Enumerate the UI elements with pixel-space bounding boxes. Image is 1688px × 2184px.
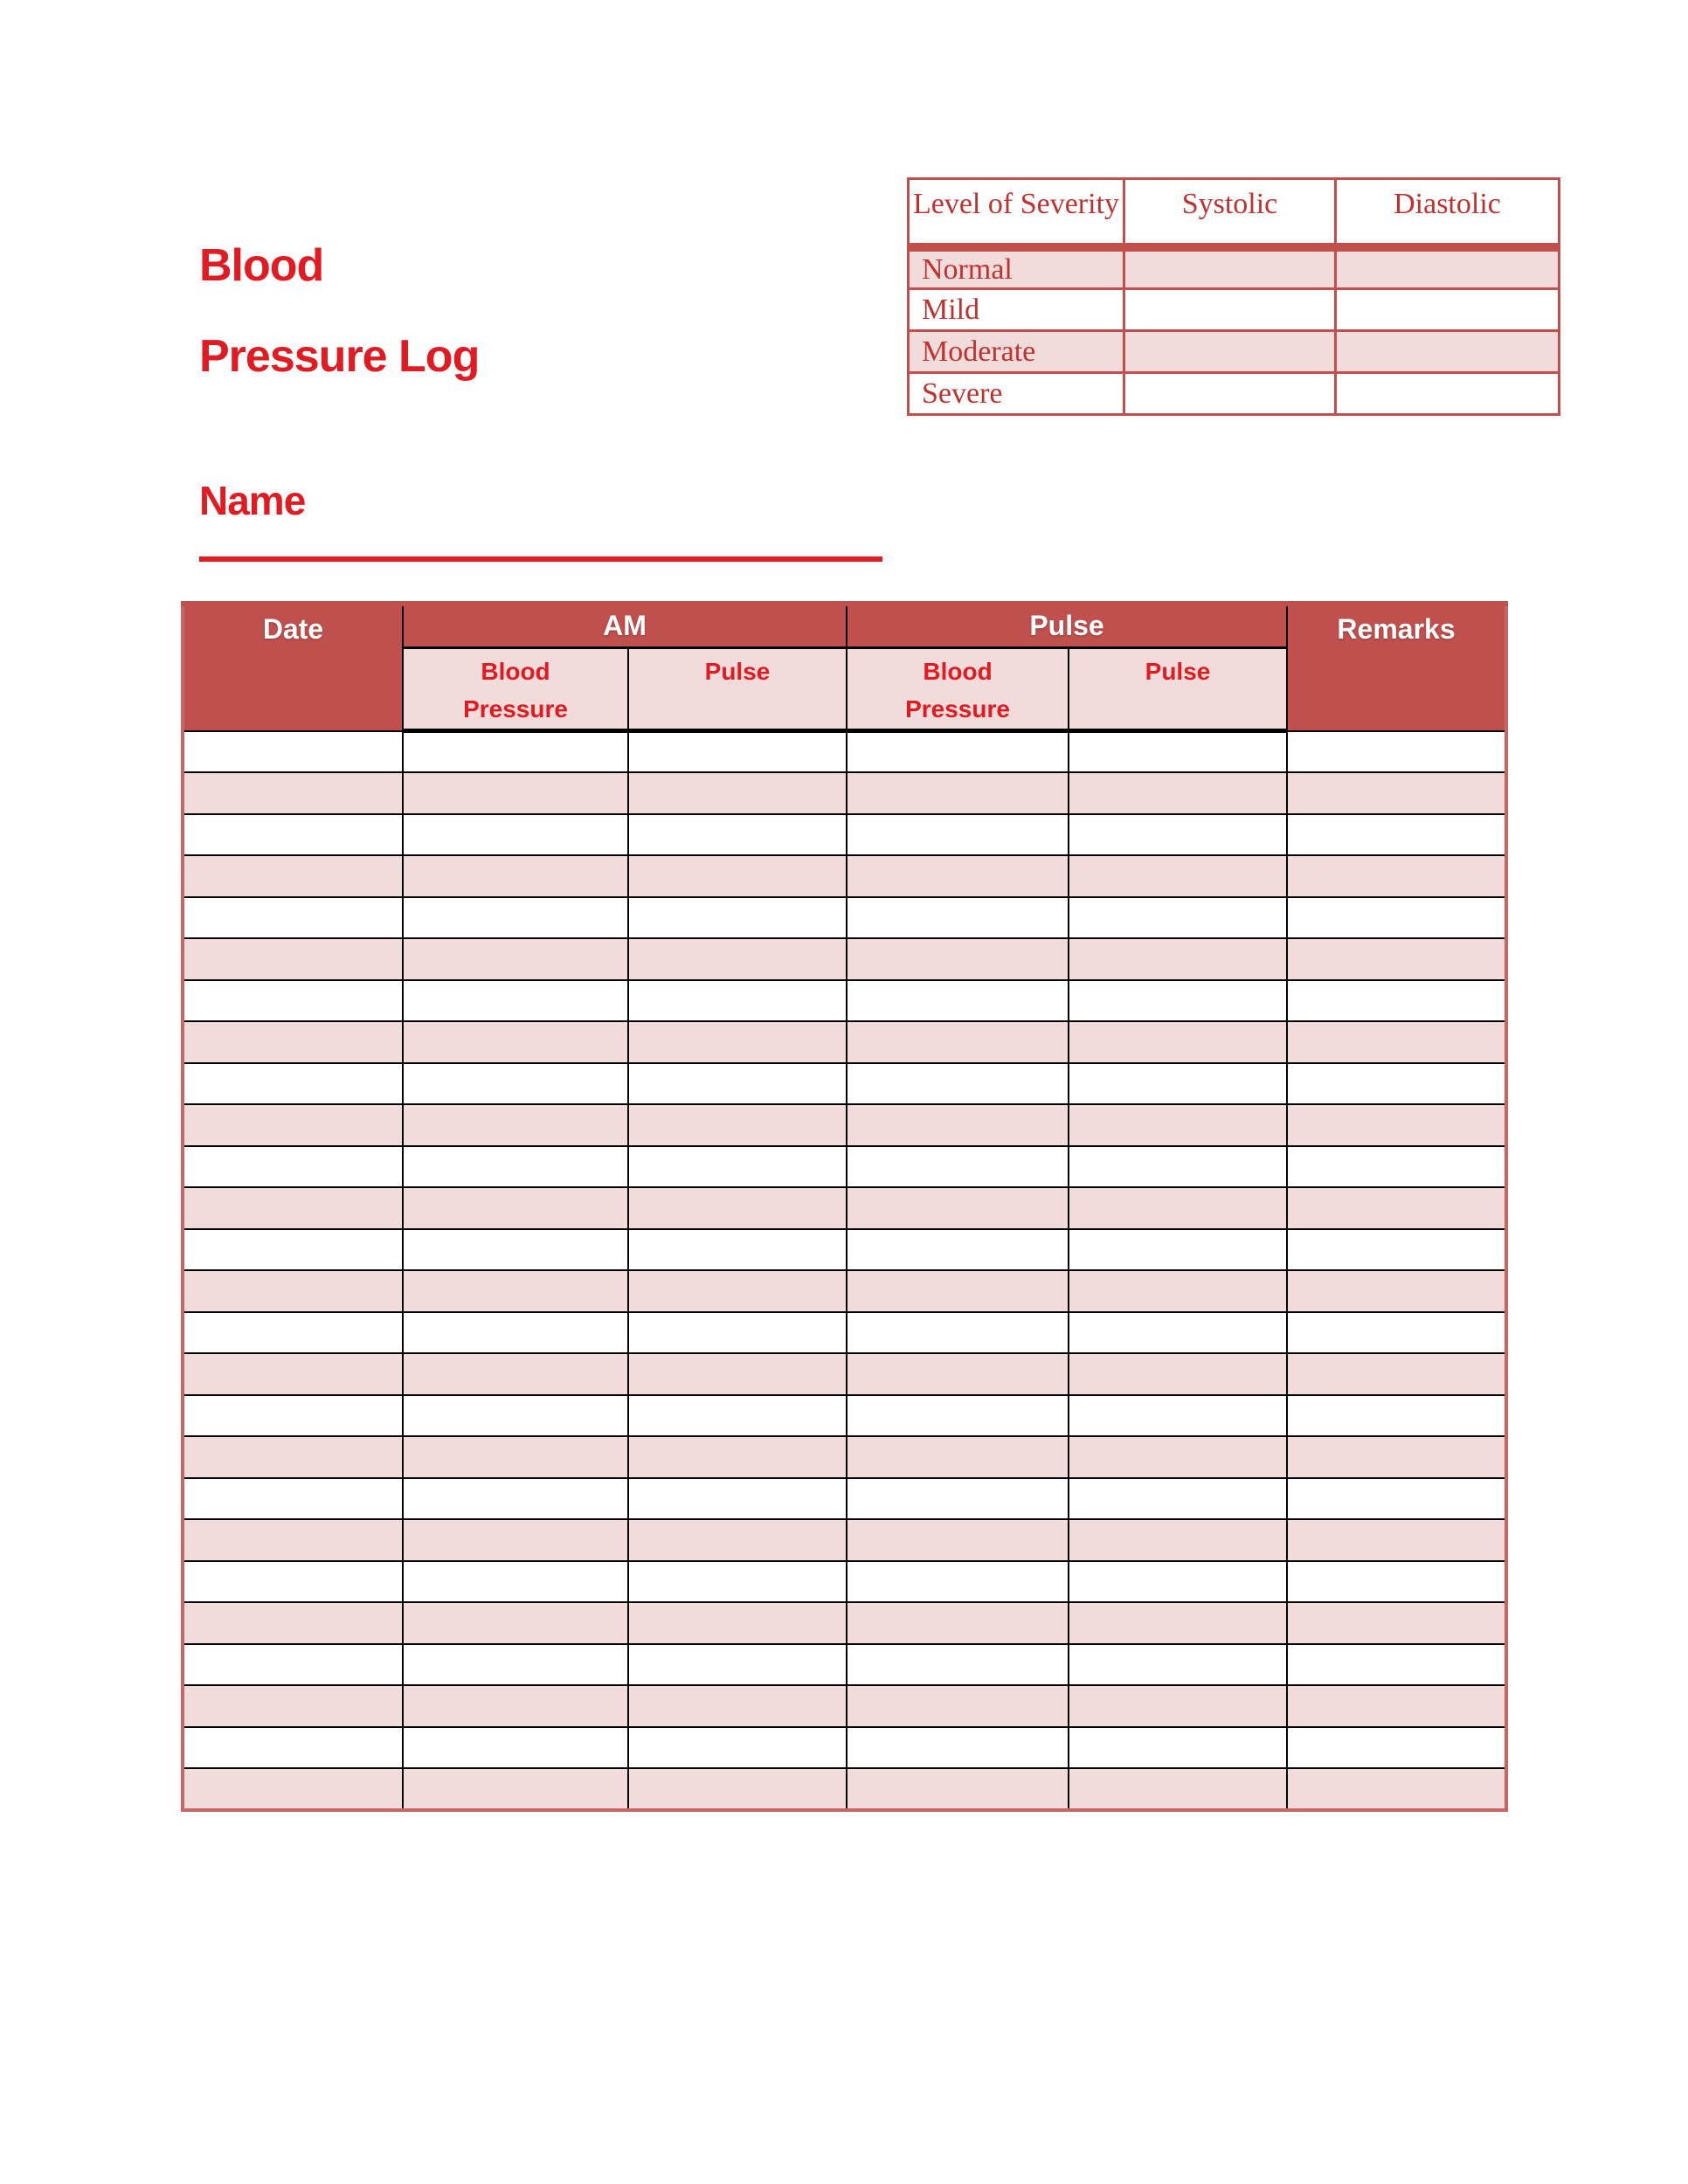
log-entry-cell[interactable] xyxy=(1069,1685,1287,1727)
log-entry-cell[interactable] xyxy=(403,1104,628,1146)
log-entry-cell[interactable] xyxy=(183,1561,403,1603)
bp-log-body xyxy=(183,731,1506,1810)
bp-log-table xyxy=(181,601,1508,1812)
log-entry-cell[interactable] xyxy=(183,1270,403,1312)
log-entry-cell[interactable] xyxy=(628,1436,847,1478)
log-row xyxy=(183,1063,1506,1105)
log-entry-cell[interactable] xyxy=(628,938,847,980)
log-entry-cell[interactable] xyxy=(847,1768,1069,1810)
log-entry-cell[interactable] xyxy=(1287,897,1506,939)
log-entry-cell[interactable] xyxy=(403,1312,628,1354)
log-entry-cell[interactable] xyxy=(183,1727,403,1769)
log-entry-cell[interactable] xyxy=(183,731,403,773)
log-entry-cell[interactable] xyxy=(1069,1561,1287,1603)
severity-mild-systolic-cell[interactable] xyxy=(1124,289,1336,331)
page-title-line2: Pressure Log xyxy=(199,331,480,382)
severity-label-mild: Mild xyxy=(909,289,1124,331)
log-entry-cell[interactable] xyxy=(628,1395,847,1437)
severity-moderate-diastolic-cell[interactable] xyxy=(1336,331,1560,373)
log-entry-cell[interactable] xyxy=(847,1063,1069,1105)
severity-row-severe xyxy=(909,373,1560,415)
log-entry-cell[interactable] xyxy=(403,1021,628,1063)
log-entry-cell[interactable] xyxy=(847,731,1069,773)
log-row xyxy=(183,1146,1506,1188)
log-entry-cell[interactable] xyxy=(1287,1229,1506,1271)
log-entry-cell[interactable] xyxy=(1287,1270,1506,1312)
log-entry-cell[interactable] xyxy=(847,1602,1069,1644)
log-entry-cell[interactable] xyxy=(1069,1146,1287,1188)
log-row xyxy=(183,1478,1506,1520)
log-entry-cell[interactable] xyxy=(847,980,1069,1022)
log-entry-cell[interactable] xyxy=(403,1229,628,1271)
log-row xyxy=(183,1519,1506,1561)
log-entry-cell[interactable] xyxy=(1287,1685,1506,1727)
severity-row-normal xyxy=(909,247,1560,289)
log-row xyxy=(183,1727,1506,1769)
log-group-header-row xyxy=(183,604,1506,647)
severity-severe-systolic-cell[interactable] xyxy=(1124,373,1336,415)
log-entry-cell[interactable] xyxy=(183,772,403,814)
log-entry-cell[interactable] xyxy=(847,1146,1069,1188)
log-entry-cell[interactable] xyxy=(403,1519,628,1561)
log-entry-cell[interactable] xyxy=(1069,897,1287,939)
log-entry-cell[interactable] xyxy=(628,1561,847,1603)
log-entry-cell[interactable] xyxy=(183,1478,403,1520)
log-entry-cell[interactable] xyxy=(1287,1644,1506,1686)
log-row xyxy=(183,855,1506,897)
log-entry-cell[interactable] xyxy=(847,1685,1069,1727)
log-row xyxy=(183,1561,1506,1603)
log-row xyxy=(183,1187,1506,1229)
log-entry-cell[interactable] xyxy=(403,1602,628,1644)
log-entry-cell[interactable] xyxy=(183,1229,403,1271)
log-entry-cell[interactable] xyxy=(847,1436,1069,1478)
log-entry-cell[interactable] xyxy=(847,855,1069,897)
log-entry-cell[interactable] xyxy=(628,1727,847,1769)
log-entry-cell[interactable] xyxy=(1287,855,1506,897)
log-entry-cell[interactable] xyxy=(1287,1312,1506,1354)
severity-label-severe: Severe xyxy=(909,373,1124,415)
log-entry-cell[interactable] xyxy=(403,897,628,939)
log-row xyxy=(183,1353,1506,1395)
log-entry-cell[interactable] xyxy=(1069,1021,1287,1063)
log-entry-cell[interactable] xyxy=(1069,1727,1287,1769)
log-entry-cell[interactable] xyxy=(628,1768,847,1810)
log-entry-cell[interactable] xyxy=(628,1187,847,1229)
severity-header-level: Level of Severity xyxy=(909,179,1124,247)
log-row xyxy=(183,1644,1506,1686)
log-entry-cell[interactable] xyxy=(1069,938,1287,980)
log-entry-cell[interactable] xyxy=(847,897,1069,939)
log-entry-cell[interactable] xyxy=(403,731,628,773)
log-entry-cell[interactable] xyxy=(1069,1478,1287,1520)
log-entry-cell[interactable] xyxy=(1287,980,1506,1022)
log-entry-cell[interactable] xyxy=(1287,1063,1506,1105)
log-row xyxy=(183,772,1506,814)
log-entry-cell[interactable] xyxy=(847,1229,1069,1271)
log-entry-cell[interactable] xyxy=(183,855,403,897)
log-entry-cell[interactable] xyxy=(403,1768,628,1810)
log-row xyxy=(183,1768,1506,1810)
severity-moderate-systolic-cell[interactable] xyxy=(1124,331,1336,373)
log-entry-cell[interactable] xyxy=(403,1478,628,1520)
log-entry-cell[interactable] xyxy=(1069,1644,1287,1686)
log-entry-cell[interactable] xyxy=(847,1478,1069,1520)
log-entry-cell[interactable] xyxy=(1287,1104,1506,1146)
log-entry-cell[interactable] xyxy=(847,1104,1069,1146)
log-header-am-group: AM xyxy=(403,604,847,647)
log-entry-cell[interactable] xyxy=(1069,980,1287,1022)
log-entry-cell[interactable] xyxy=(1287,1561,1506,1603)
log-entry-cell[interactable] xyxy=(183,1395,403,1437)
severity-row-mild xyxy=(909,289,1560,331)
log-entry-cell[interactable] xyxy=(628,1063,847,1105)
log-entry-cell[interactable] xyxy=(403,1561,628,1603)
log-entry-cell[interactable] xyxy=(847,1561,1069,1603)
log-entry-cell[interactable] xyxy=(1287,938,1506,980)
log-entry-cell[interactable] xyxy=(183,1146,403,1188)
log-entry-cell[interactable] xyxy=(1287,1146,1506,1188)
log-entry-cell[interactable] xyxy=(183,1519,403,1561)
log-entry-cell[interactable] xyxy=(847,938,1069,980)
log-subheader-pm-pulse: Pulse xyxy=(1069,647,1287,731)
log-entry-cell[interactable] xyxy=(183,897,403,939)
log-entry-cell[interactable] xyxy=(183,1644,403,1686)
severity-header-systolic: Systolic xyxy=(1124,179,1336,247)
log-entry-cell[interactable] xyxy=(1287,814,1506,856)
log-entry-cell[interactable] xyxy=(403,772,628,814)
log-entry-cell[interactable] xyxy=(847,1187,1069,1229)
log-entry-cell[interactable] xyxy=(1069,1353,1287,1395)
severity-normal-diastolic-cell[interactable] xyxy=(1336,247,1560,289)
log-entry-cell[interactable] xyxy=(1287,1478,1506,1520)
log-header-pm-group: Pulse xyxy=(847,604,1287,647)
log-entry-cell[interactable] xyxy=(847,1353,1069,1395)
log-row xyxy=(183,814,1506,856)
log-entry-cell[interactable] xyxy=(628,772,847,814)
log-entry-cell[interactable] xyxy=(183,1768,403,1810)
log-row xyxy=(183,1602,1506,1644)
log-entry-cell[interactable] xyxy=(847,814,1069,856)
log-entry-cell[interactable] xyxy=(1287,1519,1506,1561)
log-row xyxy=(183,1021,1506,1063)
log-entry-cell[interactable] xyxy=(1287,1395,1506,1437)
log-entry-cell[interactable] xyxy=(183,1104,403,1146)
log-entry-cell[interactable] xyxy=(403,1270,628,1312)
severity-severe-diastolic-cell[interactable] xyxy=(1336,373,1560,415)
severity-label-moderate: Moderate xyxy=(909,331,1124,373)
log-entry-cell[interactable] xyxy=(183,1312,403,1354)
log-entry-cell[interactable] xyxy=(847,1519,1069,1561)
page-title xyxy=(199,220,479,402)
log-entry-cell[interactable] xyxy=(183,1436,403,1478)
log-entry-cell[interactable] xyxy=(628,855,847,897)
log-entry-cell[interactable] xyxy=(628,814,847,856)
log-entry-cell[interactable] xyxy=(1069,1229,1287,1271)
log-entry-cell[interactable] xyxy=(1069,1312,1287,1354)
log-entry-cell[interactable] xyxy=(183,1063,403,1105)
log-entry-cell[interactable] xyxy=(1069,1395,1287,1437)
severity-reference-table xyxy=(907,177,1560,416)
log-entry-cell[interactable] xyxy=(628,1685,847,1727)
log-entry-cell[interactable] xyxy=(1069,1602,1287,1644)
log-entry-cell[interactable] xyxy=(1287,1602,1506,1644)
log-entry-cell[interactable] xyxy=(628,1104,847,1146)
log-entry-cell[interactable] xyxy=(628,1353,847,1395)
log-entry-cell[interactable] xyxy=(403,1353,628,1395)
log-entry-cell[interactable] xyxy=(1287,1727,1506,1769)
log-entry-cell[interactable] xyxy=(628,1644,847,1686)
log-entry-cell[interactable] xyxy=(1287,1768,1506,1810)
log-entry-cell[interactable] xyxy=(403,1727,628,1769)
log-entry-cell[interactable] xyxy=(847,1644,1069,1686)
log-row xyxy=(183,1312,1506,1354)
log-entry-cell[interactable] xyxy=(183,1021,403,1063)
severity-label-normal: Normal xyxy=(909,247,1124,289)
severity-mild-diastolic-cell[interactable] xyxy=(1336,289,1560,331)
log-entry-cell[interactable] xyxy=(183,980,403,1022)
log-entry-cell[interactable] xyxy=(847,1021,1069,1063)
log-entry-cell[interactable] xyxy=(628,1478,847,1520)
log-entry-cell[interactable] xyxy=(403,1436,628,1478)
severity-header-row xyxy=(909,179,1560,247)
log-entry-cell[interactable] xyxy=(1069,1270,1287,1312)
log-entry-cell[interactable] xyxy=(183,1602,403,1644)
log-entry-cell[interactable] xyxy=(1069,731,1287,773)
log-subheader-am-blood-pressure: Blood Pressure xyxy=(403,647,628,731)
log-entry-cell[interactable] xyxy=(403,938,628,980)
log-entry-cell[interactable] xyxy=(628,980,847,1022)
log-entry-cell[interactable] xyxy=(628,1021,847,1063)
log-header-remarks: Remarks xyxy=(1287,604,1506,731)
log-entry-cell[interactable] xyxy=(403,1644,628,1686)
log-header-date: Date xyxy=(183,604,403,731)
log-entry-cell[interactable] xyxy=(1287,1187,1506,1229)
log-subheader-am-pulse: Pulse xyxy=(628,647,847,731)
log-entry-cell[interactable] xyxy=(628,731,847,773)
log-row xyxy=(183,731,1506,773)
log-entry-cell[interactable] xyxy=(628,1312,847,1354)
log-entry-cell[interactable] xyxy=(847,1727,1069,1769)
log-entry-cell[interactable] xyxy=(1287,1021,1506,1063)
log-entry-cell[interactable] xyxy=(1069,1768,1287,1810)
log-entry-cell[interactable] xyxy=(183,1685,403,1727)
log-row xyxy=(183,938,1506,980)
log-entry-cell[interactable] xyxy=(847,1270,1069,1312)
log-entry-cell[interactable] xyxy=(1287,731,1506,773)
log-entry-cell[interactable] xyxy=(403,1063,628,1105)
log-entry-cell[interactable] xyxy=(628,897,847,939)
log-subheader-pm-blood-pressure: Blood Pressure xyxy=(847,647,1069,731)
log-row xyxy=(183,980,1506,1022)
log-entry-cell[interactable] xyxy=(403,1685,628,1727)
log-entry-cell[interactable] xyxy=(403,980,628,1022)
log-entry-cell[interactable] xyxy=(847,1312,1069,1354)
log-entry-cell[interactable] xyxy=(847,1395,1069,1437)
log-entry-cell[interactable] xyxy=(1287,1353,1506,1395)
log-entry-cell[interactable] xyxy=(183,938,403,980)
log-entry-cell[interactable] xyxy=(1069,1187,1287,1229)
log-entry-cell[interactable] xyxy=(847,772,1069,814)
log-entry-cell[interactable] xyxy=(183,1187,403,1229)
log-entry-cell[interactable] xyxy=(183,1353,403,1395)
severity-row-moderate xyxy=(909,331,1560,373)
log-row xyxy=(183,1104,1506,1146)
log-entry-cell[interactable] xyxy=(1287,772,1506,814)
page-title-line1: Blood xyxy=(199,240,324,291)
log-entry-cell[interactable] xyxy=(1069,1519,1287,1561)
log-entry-cell[interactable] xyxy=(1069,772,1287,814)
log-entry-cell[interactable] xyxy=(403,1395,628,1437)
log-entry-cell[interactable] xyxy=(1069,1104,1287,1146)
log-entry-cell[interactable] xyxy=(628,1519,847,1561)
log-row xyxy=(183,897,1506,939)
severity-header-diastolic: Diastolic xyxy=(1336,179,1560,247)
log-row xyxy=(183,1395,1506,1437)
log-entry-cell[interactable] xyxy=(403,1146,628,1188)
log-row xyxy=(183,1270,1506,1312)
log-entry-cell[interactable] xyxy=(1069,1063,1287,1105)
log-entry-cell[interactable] xyxy=(1069,814,1287,856)
log-entry-cell[interactable] xyxy=(628,1229,847,1271)
log-row xyxy=(183,1685,1506,1727)
log-row xyxy=(183,1436,1506,1478)
log-entry-cell[interactable] xyxy=(403,855,628,897)
log-entry-cell[interactable] xyxy=(403,1187,628,1229)
name-fill-line[interactable] xyxy=(199,556,882,562)
log-entry-cell[interactable] xyxy=(628,1146,847,1188)
severity-normal-systolic-cell[interactable] xyxy=(1124,247,1336,289)
log-entry-cell[interactable] xyxy=(1287,1436,1506,1478)
log-entry-cell[interactable] xyxy=(1069,1436,1287,1478)
log-entry-cell[interactable] xyxy=(1069,855,1287,897)
log-entry-cell[interactable] xyxy=(183,814,403,856)
log-entry-cell[interactable] xyxy=(403,814,628,856)
log-row xyxy=(183,1229,1506,1271)
log-entry-cell[interactable] xyxy=(628,1270,847,1312)
log-entry-cell[interactable] xyxy=(628,1602,847,1644)
name-label: Name xyxy=(199,478,306,523)
